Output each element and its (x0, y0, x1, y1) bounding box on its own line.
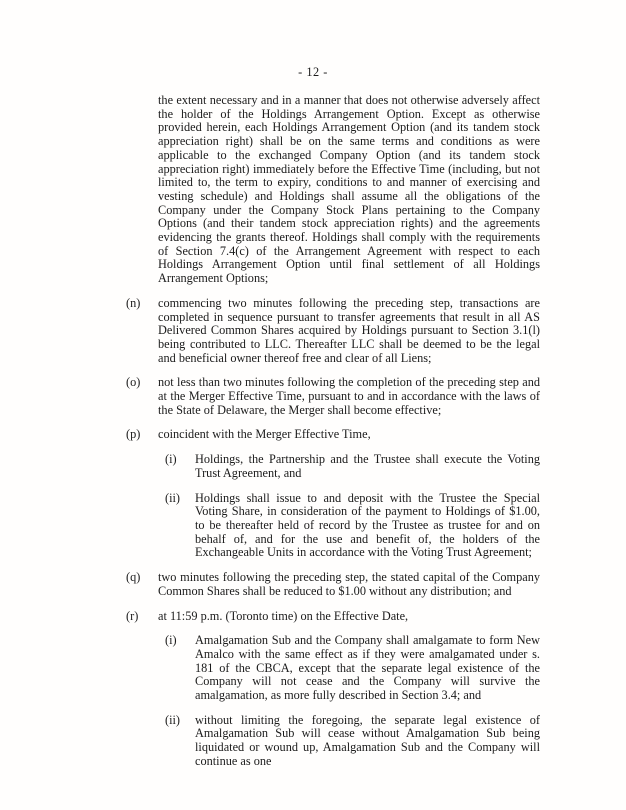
clause-p-label: (p) (126, 427, 141, 442)
clause-r-sub-i-label: (i) (165, 633, 177, 648)
clause-r-sub-i (165, 634, 540, 703)
clause-p-sub-ii-text: Holdings shall issue to and deposit with the Trustee the Special Voting Share, in consideration of the payment to Holdings of $1.00, to be thereafter held of record by the Trustee as trustee for and on behalf of, and for the use and benefit of, the holders of the Exchangeable Units in accordance with the Voting Trust Agreement; (195, 490, 540, 560)
clause-p-text: coincident with the Merger Effective Time, (158, 427, 371, 442)
clause-r-text: at 11:59 p.m. (Toronto time) on the Effective Date, (158, 608, 409, 623)
clause-r-label: (r) (126, 608, 139, 623)
clause-q-text: two minutes following the preceding step, the stated capital of the Company Common Shares shall be reduced to $1.00 without any distribution; and (158, 570, 540, 598)
page-number: - 12 - (298, 65, 328, 79)
clause-q (126, 571, 540, 598)
clause-o-label: (o) (126, 375, 141, 390)
clause-p-sub-i-text: Holdings, the Partnership and the Trustee shall execute the Voting Trust Agreement, and (195, 452, 540, 480)
clause-o (126, 376, 540, 417)
clause-n-text: commencing two minutes following the preceding step, transactions are completed in sequence pursuant to transfer agreements that result in all AS Delivered Common Shares acquired by Holdings pursuant to Section 3.1(l) being contributed to LLC. Thereafter LLC shall be deemed to be the legal and beneficial owner thereof free and clear of all Liens; (158, 295, 540, 365)
clause-r-sub-ii-text: without limiting the foregoing, the separate legal existence of Amalgamation Sub will cease without Amalgamation Sub being liquidated or wound up, Amalgamation Sub and the Company will continue as one (195, 712, 540, 768)
clause-r-sub-ii-label: (ii) (165, 712, 181, 727)
clause-p-sub-i (165, 453, 540, 480)
clause-q-label: (q) (126, 570, 141, 585)
clause-n-label: (n) (126, 295, 141, 310)
clause-r-sub-i-text: Amalgamation Sub and the Company shall amalgamate to form New Amalco with the same effect as if they were amalgamated under s. 181 of the CBCA, except that the separate legal existence of the Company will not cease and the Company will survive the amalgamation, as more fully described in Section 3.4; and (195, 633, 540, 703)
continuation-paragraph: the extent necessary and in a manner that does not otherwise adversely affect the holder of the Holdings Arrangement Option. Except as otherwise provided herein, each Holdings Arrangement Option (and its tandem stock appreciation right) shall be on the same terms and conditions as were applicable to the exchanged Company Option (and its tandem stock appreciation right) immediately before the Effective Time (including, but not limited to, the term to expiry, conditions to and manner of exercising and vesting schedule) and Holdings shall assume all the obligations of the Company under the Company Stock Plans pertaining to the Company Options (and their tandem stock appreciation rights) and the agreements evidencing the grants thereof. Holdings shall comply with the requirements of Section 7.4(c) of the Arrangement Agreement with respect to each Holdings Arrangement Option until final settlement of all Holdings Arrangement Options; (158, 93, 540, 286)
clause-r (126, 610, 540, 624)
clause-p-sub-ii-label: (ii) (165, 490, 181, 505)
document-body (126, 94, 540, 769)
clause-p (126, 428, 540, 442)
clause-p-sub-ii (165, 492, 540, 561)
clause-n (126, 297, 540, 366)
clause-p-sub-i-label: (i) (165, 452, 177, 467)
clause-r-sub-ii (165, 714, 540, 769)
clause-o-text: not less than two minutes following the completion of the preceding step and at the Merger Effective Time, pursuant to and in accordance with the laws of the State of Delaware, the Merger shall become effective; (158, 375, 540, 417)
